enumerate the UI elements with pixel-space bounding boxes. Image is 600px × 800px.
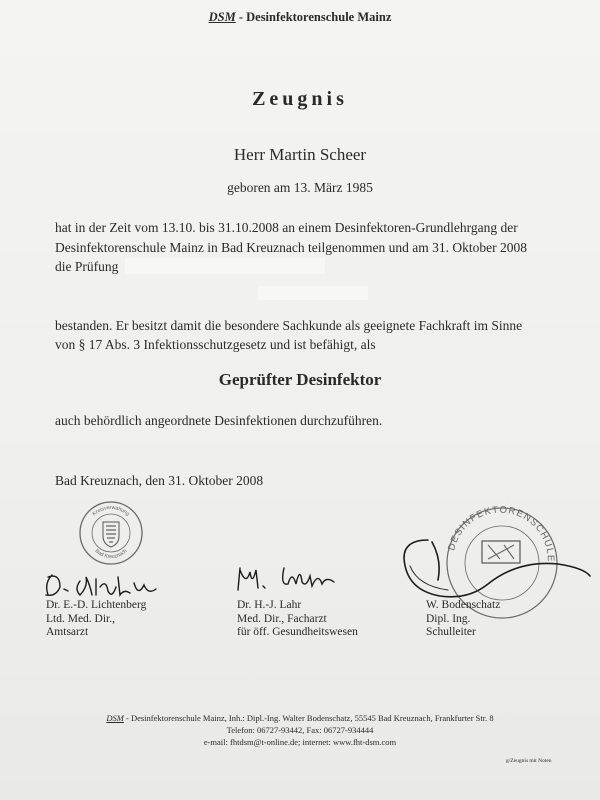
body-line-2: Desinfektorenschule Mainz in Bad Kreuznach teilgenommen und am 31. Oktober 2008 <box>55 240 527 255</box>
signatory-2-title: Med. Dir., Facharzt <box>237 612 327 625</box>
body-line-4: bestanden. Er besitzt damit die besondere Sachkunde als geeignete Fachkraft im Sinne <box>55 318 523 333</box>
signatory-1-name: Dr. E.-D. Lichtenberg <box>46 599 147 611</box>
place-date: Bad Kreuznach, den 31. Oktober 2008 <box>55 473 264 488</box>
qualification-title: Geprüfter Desinfektor <box>218 370 382 389</box>
official-seal-stamp <box>78 500 144 566</box>
closing-line: auch behördlich angeordnete Desinfektionen durchzuführen. <box>55 413 383 428</box>
signature-lahr <box>230 558 360 596</box>
letterhead-dsm: DSM <box>208 10 236 24</box>
signatory-1-title: Ltd. Med. Dir., <box>46 612 115 625</box>
recipient-birthdate: geboren am 13. März 1985 <box>227 180 373 195</box>
signatory-3 <box>426 599 500 640</box>
letterhead <box>0 10 600 25</box>
signatory-2-role: für öff. Gesundheitswesen <box>237 626 358 638</box>
file-reference: g/Zeugnis mit Noten <box>506 758 552 764</box>
signatory-1 <box>46 599 146 640</box>
letterhead-school: - Desinfektorenschule Mainz <box>235 10 392 24</box>
redacted-grade-area <box>258 286 368 300</box>
seal-bottom-text: Bad Kreuznach <box>93 548 129 561</box>
footer-email: e-mail: fhtdsm@t-online.de; internet: www.fht-dsm.com <box>203 737 397 747</box>
seal-top-text: Kreisverwaltung <box>91 504 131 518</box>
signature-bodenschatz <box>398 530 598 610</box>
signatory-2-name: Dr. H.-J. Lahr <box>237 599 302 611</box>
signatory-1-role: Amtsarzt <box>46 626 89 638</box>
body-line-5: von § 17 Abs. 3 Infektionsschutzgesetz und ist befähigt, als <box>55 337 376 352</box>
redacted-area <box>125 258 325 274</box>
footer-line-1: - Desinfektorenschule Mainz, Inh.: Dipl.-Ing. Walter Bodenschatz, 55545 Bad Kreuznach, Frankfurter Str. 8 <box>123 713 494 723</box>
footer-phone: Telefon: 06727-93442, Fax: 06727-934444 <box>226 725 374 735</box>
body-line-1: hat in der Zeit vom 13.10. bis 31.10.2008 an einem Desinfektoren-Grundlehrgang der <box>55 220 518 235</box>
signatory-2 <box>237 599 358 640</box>
svg-text:Bad Kreuznach <box>94 548 129 560</box>
footer-dsm: DSM <box>106 713 124 723</box>
body-line-3: die Prüfung <box>55 259 119 274</box>
document-title: Zeugnis <box>252 88 348 110</box>
recipient-name: Herr Martin Scheer <box>233 145 367 164</box>
footer-address <box>0 713 600 723</box>
school-stamp-text: DESINFEKTORENSCHULE <box>446 504 556 563</box>
svg-text:Kreisverwaltung <box>92 505 131 517</box>
signatory-3-role: Schulleiter <box>426 626 476 638</box>
signatory-3-name: W. Bodenschatz <box>426 599 501 611</box>
signatory-3-title: Dipl. Ing. <box>426 612 471 625</box>
